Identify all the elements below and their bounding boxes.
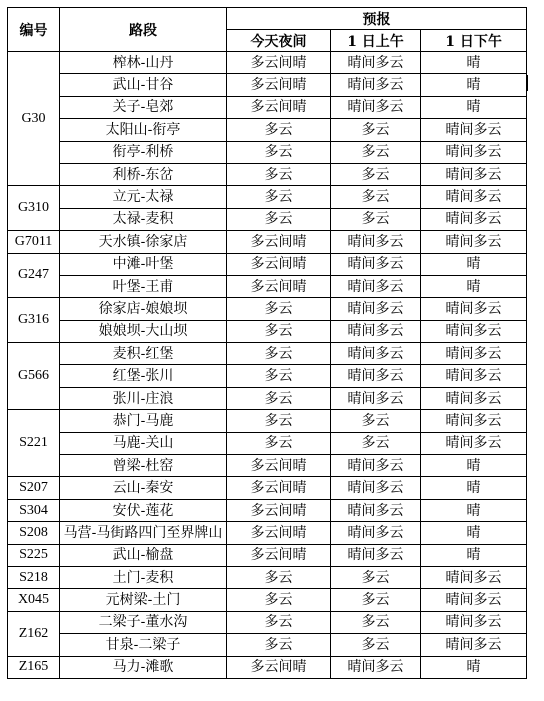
road-section-cell: 娘娘坝-大山坝 <box>60 320 227 342</box>
forecast-tonight-cell: 多云间晴 <box>227 231 331 253</box>
forecast-tonight-cell: 多云间晴 <box>227 96 331 118</box>
forecast-afternoon-cell: 晴间多云 <box>421 634 527 656</box>
table-row <box>8 477 527 499</box>
forecast-morning-cell: 晴间多云 <box>331 253 421 275</box>
road-section-cell: 红堡-张川 <box>60 365 227 387</box>
route-code-cell: Z162 <box>8 611 60 656</box>
forecast-morning-cell: 多云 <box>331 163 421 185</box>
forecast-afternoon-cell: 晴 <box>421 499 527 521</box>
table-row <box>8 119 527 141</box>
forecast-tonight-cell: 多云间晴 <box>227 477 331 499</box>
road-section-cell: 马力-滩歌 <box>60 656 227 678</box>
table-row <box>8 96 527 118</box>
forecast-tonight-cell: 多云间晴 <box>227 522 331 544</box>
forecast-afternoon-cell: 晴间多云 <box>421 589 527 611</box>
forecast-afternoon-cell: 晴间多云 <box>421 611 527 633</box>
forecast-afternoon-cell: 晴间多云 <box>421 343 527 365</box>
table-row <box>8 566 527 588</box>
forecast-morning-cell: 多云 <box>331 432 421 454</box>
forecast-afternoon-cell: 晴间多云 <box>421 320 527 342</box>
forecast-afternoon-cell: 晴间多云 <box>421 163 527 185</box>
road-section-cell: 土门-麦积 <box>60 566 227 588</box>
forecast-afternoon-cell: 晴 <box>421 477 527 499</box>
forecast-morning-cell: 晴间多云 <box>331 275 421 297</box>
forecast-tonight-cell: 多云 <box>227 365 331 387</box>
forecast-tonight-cell: 多云 <box>227 410 331 432</box>
forecast-morning-cell: 多云 <box>331 119 421 141</box>
table-row <box>8 163 527 185</box>
forecast-tonight-cell: 多云 <box>227 343 331 365</box>
table-row <box>8 74 527 96</box>
table-row <box>8 275 527 297</box>
route-code-cell: G30 <box>8 52 60 186</box>
road-section-cell: 榨林-山丹 <box>60 52 227 74</box>
forecast-tonight-cell: 多云间晴 <box>227 52 331 74</box>
road-section-cell: 麦积-红堡 <box>60 343 227 365</box>
forecast-afternoon-cell: 晴间多云 <box>421 298 527 320</box>
forecast-tonight-cell: 多云 <box>227 634 331 656</box>
table-row <box>8 365 527 387</box>
forecast-afternoon-cell: 晴间多云 <box>421 186 527 208</box>
table-row <box>8 656 527 678</box>
forecast-afternoon-cell: 晴间多云 <box>421 208 527 230</box>
forecast-tonight-cell: 多云 <box>227 298 331 320</box>
forecast-morning-cell: 晴间多云 <box>331 343 421 365</box>
forecast-morning-cell: 晴间多云 <box>331 96 421 118</box>
route-code-cell: S304 <box>8 499 60 521</box>
table-row <box>8 455 527 477</box>
road-section-cell: 云山-秦安 <box>60 477 227 499</box>
table-row <box>8 208 527 230</box>
forecast-morning-cell: 晴间多云 <box>331 387 421 409</box>
forecast-tonight-cell: 多云间晴 <box>227 499 331 521</box>
table-row <box>8 52 527 74</box>
forecast-tonight-cell: 多云 <box>227 208 331 230</box>
forecast-afternoon-cell: 晴 <box>421 522 527 544</box>
table-row <box>8 253 527 275</box>
forecast-tonight-cell: 多云 <box>227 163 331 185</box>
route-code-cell: Z165 <box>8 656 60 678</box>
table-row <box>8 544 527 566</box>
forecast-afternoon-cell: 晴间多云 <box>421 387 527 409</box>
road-section-cell: 武山-榆盘 <box>60 544 227 566</box>
forecast-tonight-cell: 多云 <box>227 320 331 342</box>
table-row <box>8 634 527 656</box>
road-section-cell: 二梁子-董水沟 <box>60 611 227 633</box>
forecast-tonight-cell: 多云间晴 <box>227 656 331 678</box>
forecast-morning-cell: 多云 <box>331 208 421 230</box>
forecast-morning-cell: 多云 <box>331 141 421 163</box>
forecast-tonight-cell: 多云间晴 <box>227 455 331 477</box>
table-row <box>8 522 527 544</box>
forecast-tonight-cell: 多云 <box>227 186 331 208</box>
route-code-cell: S221 <box>8 410 60 477</box>
forecast-afternoon-cell: 晴 <box>421 253 527 275</box>
table-row <box>8 589 527 611</box>
forecast-morning-cell: 晴间多云 <box>331 499 421 521</box>
forecast-tonight-cell: 多云间晴 <box>227 253 331 275</box>
forecast-morning-cell: 晴间多云 <box>331 365 421 387</box>
road-section-cell: 恭门-马鹿 <box>60 410 227 432</box>
forecast-tonight-cell: 多云 <box>227 119 331 141</box>
header-road: 路段 <box>60 8 227 52</box>
road-section-cell: 中滩-叶堡 <box>60 253 227 275</box>
road-section-cell: 天水镇-徐家店 <box>60 231 227 253</box>
header-period-tonight: 今天夜间 <box>227 30 331 52</box>
forecast-tonight-cell: 多云 <box>227 611 331 633</box>
road-section-cell: 马营-马街路四门至界牌山 <box>60 522 227 544</box>
road-section-cell: 叶堡-王甫 <box>60 275 227 297</box>
road-section-cell: 马鹿-关山 <box>60 432 227 454</box>
road-section-cell: 安伏-莲花 <box>60 499 227 521</box>
header-period-morning: 1 日上午 <box>331 30 421 52</box>
forecast-afternoon-cell: 晴 <box>421 544 527 566</box>
forecast-morning-cell: 多云 <box>331 410 421 432</box>
table-body <box>8 52 527 679</box>
forecast-afternoon-cell: 晴 <box>421 275 527 297</box>
road-section-cell: 关子-皂郊 <box>60 96 227 118</box>
route-code-cell: G316 <box>8 298 60 343</box>
road-section-cell: 武山-甘谷 <box>60 74 227 96</box>
road-section-cell: 元树梁-土门 <box>60 589 227 611</box>
road-section-cell: 甘泉-二梁子 <box>60 634 227 656</box>
text-cursor <box>527 75 528 91</box>
forecast-tonight-cell: 多云 <box>227 141 331 163</box>
forecast-morning-cell: 晴间多云 <box>331 522 421 544</box>
table-row <box>8 298 527 320</box>
forecast-morning-cell: 晴间多云 <box>331 455 421 477</box>
road-section-cell: 利桥-东岔 <box>60 163 227 185</box>
forecast-morning-cell: 晴间多云 <box>331 231 421 253</box>
forecast-tonight-cell: 多云 <box>227 566 331 588</box>
forecast-morning-cell: 晴间多云 <box>331 656 421 678</box>
forecast-tonight-cell: 多云间晴 <box>227 544 331 566</box>
route-code-cell: X045 <box>8 589 60 611</box>
forecast-morning-cell: 多云 <box>331 611 421 633</box>
table-row <box>8 343 527 365</box>
route-code-cell: S208 <box>8 522 60 544</box>
table-row <box>8 387 527 409</box>
road-section-cell: 曾梁-杜窑 <box>60 455 227 477</box>
forecast-afternoon-cell: 晴 <box>421 656 527 678</box>
road-section-cell: 徐家店-娘娘坝 <box>60 298 227 320</box>
route-code-cell: S225 <box>8 544 60 566</box>
forecast-morning-cell: 多云 <box>331 186 421 208</box>
road-weather-forecast-table <box>7 7 527 679</box>
forecast-afternoon-cell: 晴间多云 <box>421 566 527 588</box>
road-section-cell: 衔亭-利桥 <box>60 141 227 163</box>
forecast-afternoon-cell: 晴 <box>421 52 527 74</box>
forecast-morning-cell: 晴间多云 <box>331 298 421 320</box>
route-code-cell: G310 <box>8 186 60 231</box>
road-section-cell: 立元-太禄 <box>60 186 227 208</box>
forecast-tonight-cell: 多云间晴 <box>227 74 331 96</box>
forecast-tonight-cell: 多云 <box>227 387 331 409</box>
forecast-tonight-cell: 多云 <box>227 432 331 454</box>
forecast-afternoon-cell: 晴 <box>421 74 527 96</box>
route-code-cell: S218 <box>8 566 60 588</box>
forecast-afternoon-cell: 晴间多云 <box>421 365 527 387</box>
forecast-morning-cell: 多云 <box>331 589 421 611</box>
forecast-afternoon-cell: 晴 <box>421 96 527 118</box>
table-row <box>8 320 527 342</box>
forecast-morning-cell: 晴间多云 <box>331 477 421 499</box>
forecast-morning-cell: 多云 <box>331 634 421 656</box>
table-row <box>8 611 527 633</box>
forecast-morning-cell: 晴间多云 <box>331 74 421 96</box>
road-section-cell: 太阳山-衔亭 <box>60 119 227 141</box>
table-row <box>8 231 527 253</box>
table-row <box>8 186 527 208</box>
table-row <box>8 410 527 432</box>
route-code-cell: G566 <box>8 343 60 410</box>
forecast-afternoon-cell: 晴间多云 <box>421 432 527 454</box>
header-forecast: 预报 <box>227 8 527 30</box>
table-header <box>8 8 527 52</box>
route-code-cell: G7011 <box>8 231 60 253</box>
table-row <box>8 141 527 163</box>
forecast-morning-cell: 多云 <box>331 566 421 588</box>
table-row <box>8 499 527 521</box>
forecast-afternoon-cell: 晴间多云 <box>421 410 527 432</box>
forecast-afternoon-cell: 晴 <box>421 455 527 477</box>
header-period-afternoon: 1 日下午 <box>421 30 527 52</box>
table-row <box>8 432 527 454</box>
forecast-morning-cell: 晴间多云 <box>331 544 421 566</box>
forecast-afternoon-cell: 晴间多云 <box>421 119 527 141</box>
forecast-afternoon-cell: 晴间多云 <box>421 141 527 163</box>
road-section-cell: 张川-庄浪 <box>60 387 227 409</box>
forecast-tonight-cell: 多云间晴 <box>227 275 331 297</box>
header-code: 编号 <box>8 8 60 52</box>
route-code-cell: G247 <box>8 253 60 298</box>
forecast-morning-cell: 晴间多云 <box>331 320 421 342</box>
road-section-cell: 太禄-麦积 <box>60 208 227 230</box>
forecast-morning-cell: 晴间多云 <box>331 52 421 74</box>
forecast-tonight-cell: 多云 <box>227 589 331 611</box>
route-code-cell: S207 <box>8 477 60 499</box>
forecast-afternoon-cell: 晴间多云 <box>421 231 527 253</box>
